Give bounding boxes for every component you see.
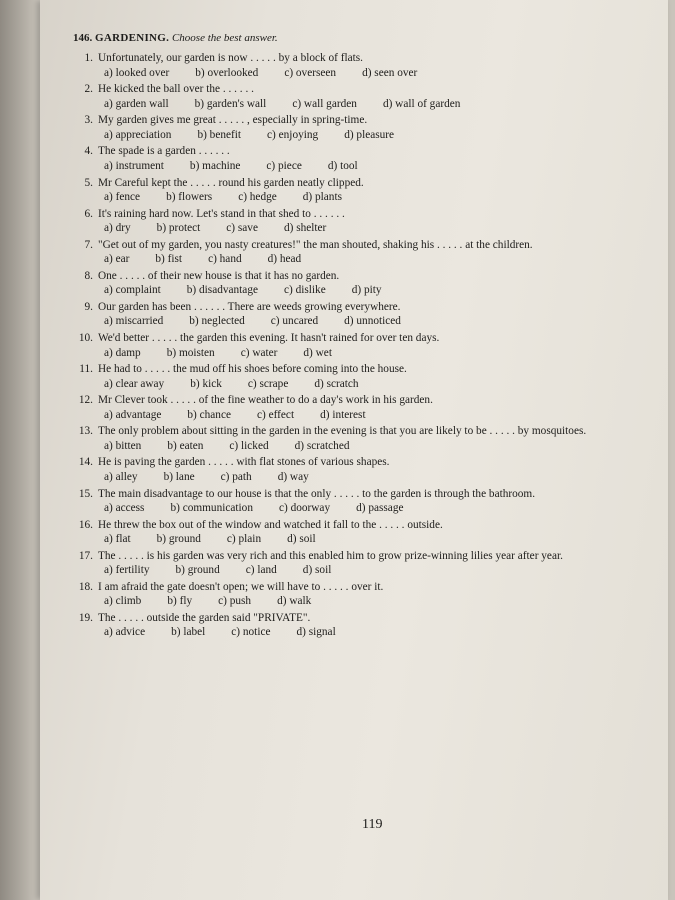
question-item: [73, 612, 648, 640]
question-text: He had to . . . . . the mud off his shoes before coming into the house.: [98, 363, 407, 376]
question-text: He kicked the ball over the . . . . . .: [98, 83, 254, 96]
answer-option: d) shelter: [283, 222, 327, 235]
question-body: [98, 83, 648, 111]
answer-option: c) plain: [226, 533, 262, 546]
question-item: [73, 363, 648, 391]
book-spine-shadow: [0, 0, 40, 900]
answer-option: c) hedge: [238, 191, 277, 204]
answer-option: a) advantage: [104, 408, 162, 421]
question-text: The main disadvantage to our house is that the only . . . . . to the garden is through the bathroom.: [98, 487, 536, 500]
answer-option: a) miscarried: [104, 315, 164, 328]
answer-option: d) signal: [296, 626, 336, 639]
question-body: [98, 394, 648, 422]
answer-option: b) benefit: [197, 128, 242, 141]
question-body: [98, 612, 648, 640]
question-item: [73, 519, 648, 547]
question-text: He is paving the garden . . . . . with flat stones of various shapes.: [98, 456, 390, 469]
answer-option: c) notice: [231, 626, 271, 639]
answer-option: c) scrape: [247, 377, 289, 390]
answer-option: c) overseen: [284, 66, 337, 79]
question-text: Mr Clever took . . . . . of the fine weather to do a day's work in his garden.: [98, 394, 433, 407]
answer-options: [98, 595, 648, 609]
answer-option: a) garden wall: [104, 97, 169, 110]
question-body: [98, 456, 648, 484]
question-number: 11.: [79, 363, 93, 376]
answer-option: d) wet: [303, 346, 332, 359]
exercise-heading: [73, 32, 648, 45]
answer-option: d) unnoticed: [344, 315, 401, 328]
question-text: The . . . . . is his garden was very rich and this enabled him to grow prize-winning lilies year after year.: [98, 549, 563, 562]
answer-option: a) climb: [104, 595, 142, 608]
answer-option: c) hand: [208, 253, 242, 266]
book-page: [40, 0, 668, 900]
question-body: [98, 301, 648, 329]
answer-option: a) advice: [104, 626, 146, 639]
answer-options: [98, 533, 648, 547]
question-item: [73, 581, 648, 609]
question-number: 6.: [84, 207, 93, 220]
answer-options: [98, 564, 648, 578]
question-item: [73, 488, 648, 516]
answer-options: [98, 222, 648, 236]
question-body: [98, 239, 648, 267]
answer-option: b) lane: [163, 470, 195, 483]
question-item: [73, 177, 648, 205]
answer-option: b) ground: [156, 533, 201, 546]
answer-option: b) communication: [170, 502, 253, 515]
answer-option: b) ground: [175, 564, 220, 577]
answer-options: [98, 471, 648, 485]
question-body: [98, 52, 648, 80]
answer-option: a) bitten: [104, 439, 142, 452]
answer-options: [98, 378, 648, 392]
answer-option: c) path: [220, 470, 252, 483]
question-text: He threw the box out of the window and watched it fall to the . . . . . outside.: [98, 518, 443, 531]
answer-option: c) water: [240, 346, 278, 359]
question-number: 4.: [84, 145, 93, 158]
answer-option: d) head: [267, 253, 302, 266]
question-item: [73, 83, 648, 111]
question-number: 12.: [78, 394, 93, 407]
answer-option: b) fist: [155, 253, 183, 266]
question-text: The . . . . . outside the garden said "PRIVATE".: [98, 611, 311, 624]
question-number: 1.: [84, 52, 93, 65]
answer-option: b) garden's wall: [194, 97, 267, 110]
question-number: 2.: [84, 83, 93, 96]
answer-option: d) seen over: [362, 66, 418, 79]
question-number: 9.: [84, 300, 93, 313]
answer-option: c) effect: [256, 408, 295, 421]
question-text: Our garden has been . . . . . . There are weeds growing everywhere.: [98, 300, 401, 313]
exercise-number: 146.: [73, 32, 93, 44]
question-number: 17.: [78, 549, 93, 562]
answer-option: b) flowers: [166, 191, 213, 204]
question-text: The spade is a garden . . . . . .: [98, 145, 230, 158]
question-item: [73, 114, 648, 142]
answer-options: [98, 98, 648, 112]
answer-options: [98, 502, 648, 516]
answer-options: [98, 191, 648, 205]
answer-option: b) label: [171, 626, 206, 639]
question-number: 5.: [84, 176, 93, 189]
question-list: [73, 52, 648, 640]
answer-option: c) uncared: [270, 315, 319, 328]
answer-options: [98, 409, 648, 423]
answer-options: [98, 626, 648, 640]
question-number: 10.: [78, 332, 93, 345]
question-body: [98, 519, 648, 547]
answer-option: d) scratched: [294, 439, 350, 452]
answer-option: a) alley: [104, 470, 138, 483]
answer-options: [98, 284, 648, 298]
answer-options: [98, 347, 648, 361]
answer-option: c) push: [218, 595, 252, 608]
question-body: [98, 177, 648, 205]
answer-option: b) disadvantage: [186, 284, 258, 297]
answer-option: d) soil: [287, 533, 316, 546]
question-item: [73, 394, 648, 422]
answer-option: b) fly: [167, 595, 193, 608]
answer-option: b) moisten: [166, 346, 215, 359]
answer-option: a) access: [104, 502, 145, 515]
question-item: [73, 270, 648, 298]
question-body: [98, 208, 648, 236]
question-number: 7.: [84, 238, 93, 251]
question-number: 19.: [78, 611, 93, 624]
answer-options: [98, 67, 648, 81]
question-body: [98, 550, 648, 578]
answer-option: a) looked over: [104, 66, 170, 79]
question-body: [98, 332, 648, 360]
answer-options: [98, 315, 648, 329]
exercise-title: GARDENING.: [95, 32, 170, 44]
answer-option: c) licked: [229, 439, 269, 452]
question-number: 13.: [78, 425, 93, 438]
answer-option: d) pity: [351, 284, 382, 297]
question-body: [98, 114, 648, 142]
answer-option: c) dislike: [284, 284, 326, 297]
question-body: [98, 488, 648, 516]
question-item: [73, 425, 648, 453]
page-number: 119: [362, 817, 383, 832]
answer-option: a) ear: [104, 253, 130, 266]
answer-options: [98, 253, 648, 267]
answer-option: a) flat: [104, 533, 131, 546]
answer-option: d) soil: [302, 564, 332, 577]
answer-options: [98, 440, 648, 454]
answer-option: b) machine: [189, 160, 241, 173]
exercise-content: [73, 32, 648, 643]
question-body: [98, 581, 648, 609]
answer-option: a) dry: [104, 222, 131, 235]
answer-option: d) walk: [277, 595, 312, 608]
question-item: [73, 52, 648, 80]
question-number: 16.: [78, 518, 93, 531]
question-item: [73, 239, 648, 267]
question-body: [98, 425, 648, 453]
answer-option: a) appreciation: [104, 128, 172, 141]
answer-option: b) kick: [190, 377, 222, 390]
question-body: [98, 145, 648, 173]
answer-option: b) overlooked: [195, 66, 259, 79]
question-number: 8.: [84, 269, 93, 282]
question-text: I am afraid the gate doesn't open; we will have to . . . . . over it.: [98, 580, 384, 593]
question-number: 3.: [84, 114, 93, 127]
answer-option: d) scratch: [314, 377, 359, 390]
answer-option: d) plants: [302, 191, 342, 204]
answer-options: [98, 129, 648, 143]
answer-option: c) save: [226, 222, 258, 235]
answer-option: c) enjoying: [267, 128, 319, 141]
answer-option: c) piece: [266, 160, 302, 173]
question-number: 15.: [78, 487, 93, 500]
question-item: [73, 456, 648, 484]
question-item: [73, 301, 648, 329]
answer-option: a) fence: [104, 191, 141, 204]
question-item: [73, 332, 648, 360]
answer-option: d) way: [277, 470, 309, 483]
answer-option: a) complaint: [104, 284, 161, 297]
answer-option: d) wall of garden: [382, 97, 461, 110]
question-text: Unfortunately, our garden is now . . . . . by a block of flats.: [98, 52, 363, 65]
question-text: We'd better . . . . . the garden this evening. It hasn't rained for over ten days.: [98, 332, 440, 345]
answer-option: c) land: [245, 564, 277, 577]
question-item: [73, 208, 648, 236]
answer-option: a) clear away: [104, 377, 165, 390]
question-text: "Get out of my garden, you nasty creatures!" the man shouted, shaking his . . . . . at the children.: [98, 238, 533, 251]
answer-option: d) tool: [327, 160, 358, 173]
answer-options: [98, 160, 648, 174]
exercise-instruction: Choose the best answer.: [171, 32, 278, 44]
answer-option: d) passage: [356, 502, 404, 515]
answer-option: a) fertility: [104, 564, 150, 577]
answer-option: c) doorway: [278, 502, 331, 515]
answer-option: b) chance: [187, 408, 231, 421]
question-text: My garden gives me great . . . . . , especially in spring-time.: [98, 114, 368, 127]
question-item: [73, 145, 648, 173]
question-text: Mr Careful kept the . . . . . round his garden neatly clipped.: [98, 176, 364, 189]
question-body: [98, 363, 648, 391]
question-text: It's raining hard now. Let's stand in that shed to . . . . . .: [98, 207, 345, 220]
answer-option: b) protect: [156, 222, 201, 235]
question-text: One . . . . . of their new house is that it has no garden.: [98, 269, 340, 282]
question-body: [98, 270, 648, 298]
answer-option: a) instrument: [104, 160, 164, 173]
answer-option: a) damp: [104, 346, 141, 359]
answer-option: b) eaten: [167, 439, 204, 452]
question-text: The only problem about sitting in the garden in the evening is that you are likely to be . . . . . by mosquitoes.: [98, 425, 587, 438]
answer-option: b) neglected: [189, 315, 245, 328]
answer-option: d) interest: [320, 408, 366, 421]
answer-option: d) pleasure: [344, 128, 395, 141]
question-number: 14.: [78, 456, 93, 469]
question-item: [73, 550, 648, 578]
answer-option: c) wall garden: [292, 97, 357, 110]
question-number: 18.: [78, 580, 93, 593]
